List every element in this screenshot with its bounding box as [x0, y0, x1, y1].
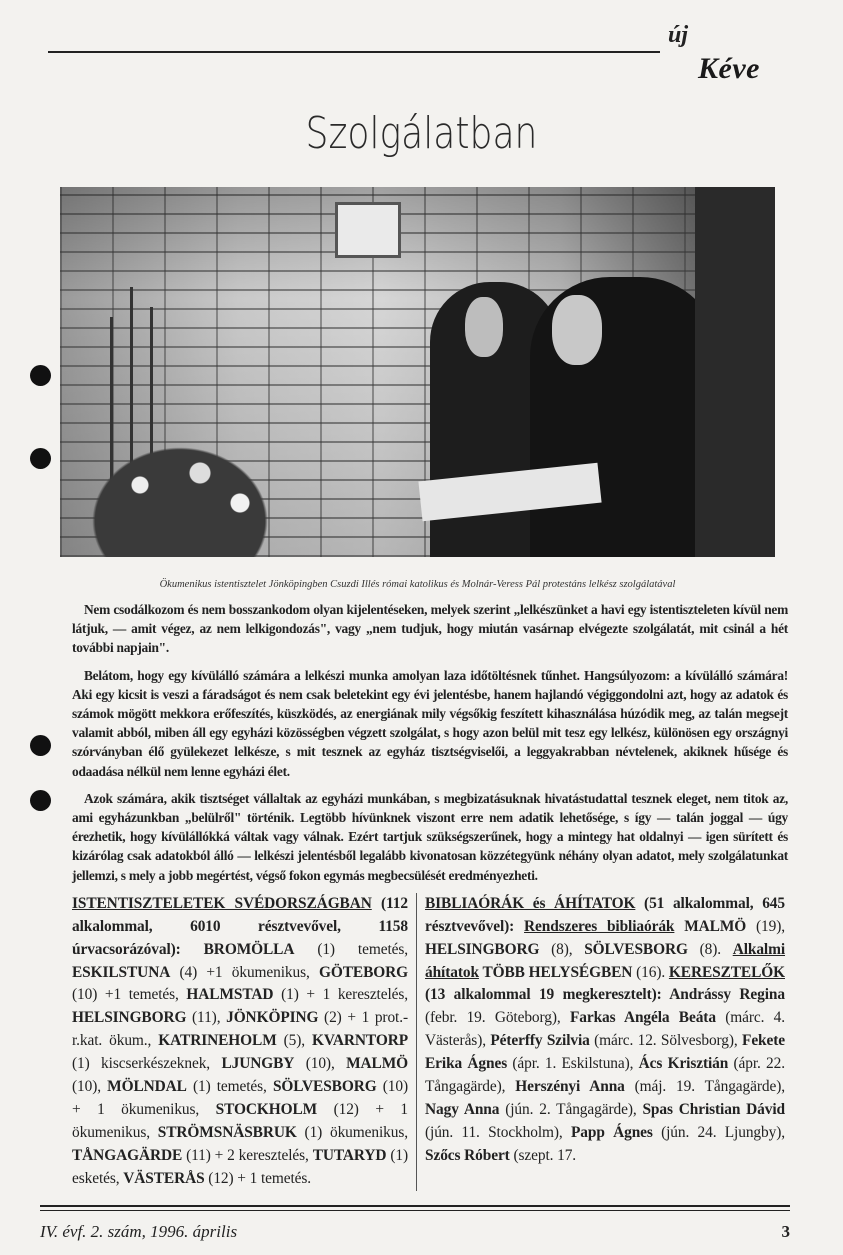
text-run: (1) temetés, [294, 940, 408, 958]
bold-text-run: ISTENTISZTELETEK SVÉDORSZÁGBAN [72, 894, 372, 912]
bold-text-run: HELSINGBORG [72, 1009, 187, 1027]
bold-text-run: Rendszeres bibliaórák [524, 917, 675, 935]
bold-text-run: MALMÖ [346, 1055, 409, 1073]
logo-main-text: Kéve [698, 52, 760, 85]
text-run: (2) + 1 prot.-r.kat. ökum., [72, 1009, 408, 1050]
footer-rule-thin [40, 1210, 790, 1211]
bold-text-run: JÖNKÖPING [226, 1009, 319, 1027]
bold-text-run: Papp Ágnes [570, 1123, 653, 1141]
bold-text-run: (112 alkalommal, 6010 résztvevővel, 1158 úrvacsorázóval): [72, 894, 408, 958]
bold-text-run: Ács Krisztián [638, 1055, 729, 1073]
bold-text-run: Fekete Erika Ágnes [425, 1032, 785, 1073]
text-run: (szept. 17. [509, 1146, 577, 1164]
text-run: (10), [294, 1055, 347, 1073]
bold-text-run: ESKILSTUNA [72, 963, 171, 981]
text-run: (16). [632, 963, 669, 981]
text-run: (5), [276, 1032, 312, 1050]
bold-text-run: Szőcs Róbert [425, 1146, 510, 1164]
bold-text-run: Alkalmi áhítatok [425, 940, 786, 981]
bold-text-run: KVARNTORP [311, 1032, 409, 1050]
text-run: (10) + 1 ökumenikus, [72, 1078, 408, 1118]
text-run: (febr. 19. Göteborg), [425, 1009, 570, 1027]
bold-text-run: Spas Christian Dávid [642, 1101, 785, 1118]
text-run: (12) + 1 ökumenikus, [72, 1101, 408, 1141]
binder-hole [30, 790, 51, 811]
text-run: (ápr. 22. Tångagärde), [425, 1055, 785, 1096]
issue-info: IV. évf. 2. szám, 1996. április [40, 1221, 238, 1241]
bold-text-run: MALMÖ [674, 917, 747, 935]
bold-text-run: TUTARYD [312, 1146, 387, 1164]
text-run: (8). [687, 940, 733, 958]
bold-text-run: KATRINEHOLM [158, 1032, 277, 1050]
statistics-columns [72, 893, 786, 1191]
article-title: Szolgálatban [305, 108, 538, 159]
bold-text-run: VÄSTERÅS [123, 1169, 205, 1187]
bold-text-run: SÖLVESBORG [584, 940, 688, 958]
bold-text-run: HELSINGBORG [425, 940, 540, 958]
body-paragraph: Belátom, hogy egy kívülálló számára a lelkészi munka amolyan laza időtöltésnek tűnhet. Hangsúlyozom: a kívülálló számára! Aki egy kicsit is veszi a fáradságot és nem csak beletekint egy évi jelentésbe, hanem hajlandó végiggondolni azt, hogy az adatok és számok mögött mekkora erőfeszítés, küszködés, az energiának mily végsőkig feszített kihasználása húzódik meg, az talán megsejt valamit abból, miben áll egy egyházi közösségben végzett szolgálat, s hogy azon belül mit tesz egy lelkész, különösen egy országnyi szórványban élő gyülekezet lelkésze, s mit tesznek az egyház tisztségviselői, a leggyakrabban névtelenek, akiknek hűsége és odaadása nélkül nem lenne egyházi élet. [72, 667, 788, 779]
text-run: (márc. 4. Västerås), [425, 1009, 785, 1050]
text-run: (1) esketés, [72, 1146, 408, 1187]
text-run: (1) temetés, [186, 1078, 273, 1096]
text-run: (máj. 19. Tångagärde), [624, 1078, 785, 1096]
text-run: (4) +1 ökumenikus, [170, 963, 319, 981]
text-run: (jún. 11. Stockholm), [425, 1123, 571, 1141]
footer-rule [40, 1205, 790, 1207]
bold-text-run: BIBLIAÓRÁK és ÁHÍTATOK [425, 894, 636, 912]
bold-text-run: (13 alkalommal 19 megkeresztelt): [425, 986, 670, 1004]
page-number: 3 [781, 1221, 790, 1241]
bold-text-run: (51 alkalommal, 645 résztvevővel): [425, 894, 785, 935]
binder-hole [30, 448, 51, 469]
body-paragraph: Azok számára, akik tisztséget vállaltak az egyházi munkában, s megbizatásuknak hivatástudattal tesznek eleget, nem titok az, ami egyházunkban „belülről" történik. Legtöbb hívünknek viszont erre nem adatik lehetősége, s így — talán joggal — úgy érezhetik, hogy kívülállókká váltak vagy válnak. Ezért tartjuk szükségszerűnek, hogy a mintegy hat oldalnyi — igen sürített és kizárólag csak adatokból álló — lelkészi jelentésből legalább kivonatosan közzétegyünk néhány olyan adatot, mely szolgálatunkat jellemzi, s mely a jobb megértést, végső fokon egymás megbecsülését eredményezheti. [72, 790, 788, 883]
bold-text-run: Péterffy Szilvia [490, 1032, 590, 1050]
bold-text-run: TÖBB HELYSÉGBEN [478, 963, 633, 981]
binder-hole [30, 735, 51, 756]
bold-text-run: GÖTEBORG [319, 963, 408, 981]
bible-baptisms-column [425, 893, 785, 1191]
text-run: (1) kiscserkészeknek, [72, 1055, 222, 1073]
bold-text-run: Nagy Anna [425, 1101, 500, 1118]
bold-text-run: Farkas Angéla Beáta [569, 1009, 716, 1027]
bold-text-run: Herszényi Anna [515, 1078, 625, 1096]
header-rule [48, 51, 660, 53]
text-run: (10) +1 temetés, [72, 986, 187, 1004]
flower-arrangement [80, 437, 280, 557]
bold-text-run: SÖLVESBORG [272, 1078, 377, 1096]
bold-text-run: HALMSTAD [186, 986, 274, 1004]
text-run: (1) + 1 keresztelés, [273, 986, 408, 1004]
text-run: (12) + 1 temetés. [204, 1169, 312, 1187]
services-column [72, 893, 408, 1191]
binder-hole [30, 365, 51, 386]
page-footer [40, 1205, 790, 1255]
bold-text-run: MÖLNDAL [107, 1078, 187, 1096]
bold-text-run: BROMÖLLA [203, 940, 295, 958]
text-run: (márc. 12. Sölvesborg), [589, 1032, 743, 1050]
article-photo [60, 187, 775, 557]
photo-caption: Ökumenikus istentisztelet Jönköpingben Csuzdi Illés római katolikus és Molnár-Veress Pál protestáns lelkész szolgálatával [159, 579, 676, 590]
text-run: (1) ökumenikus, [296, 1123, 408, 1141]
article-body [0, 600, 843, 1255]
text-run: (jún. 24. Ljungby), [652, 1123, 785, 1141]
text-run: (jún. 2. Tångagärde), [499, 1101, 643, 1118]
bold-text-run: LJUNGBY [221, 1055, 295, 1073]
logo-small-text: új [668, 22, 689, 48]
wall-lamp [335, 202, 401, 258]
bold-text-run: KERESZTELŐK [668, 963, 785, 981]
bold-text-run: STOCKHOLM [215, 1101, 318, 1118]
text-run: (11), [186, 1009, 227, 1027]
text-run: (ápr. 1. Eskilstuna), [507, 1055, 639, 1073]
bold-text-run: Andrássy Regina [669, 986, 785, 1004]
text-run: (19), [746, 917, 785, 935]
magazine-logo [660, 22, 800, 90]
column-divider [416, 893, 417, 1191]
text-run: (10), [72, 1078, 108, 1096]
bold-text-run: STRÖMSNÄSBRUK [157, 1123, 297, 1141]
text-run: (8), [539, 940, 585, 958]
body-paragraph: Nem csodálkozom és nem bosszankodom olyan kijelentéseken, melyek szerint „lelkészünket a havi egy istentiszteleten kívül nem látjuk, — amit végez, az nem lelkigondozás", vagy „nem tudjuk, hogy miután vasárnap elvégezte szolgálatát, mit csinál a hét további napjain". [72, 602, 788, 656]
bold-text-run: TÅNGAGÄRDE [72, 1146, 183, 1164]
text-run: (11) + 2 keresztelés, [182, 1146, 313, 1164]
